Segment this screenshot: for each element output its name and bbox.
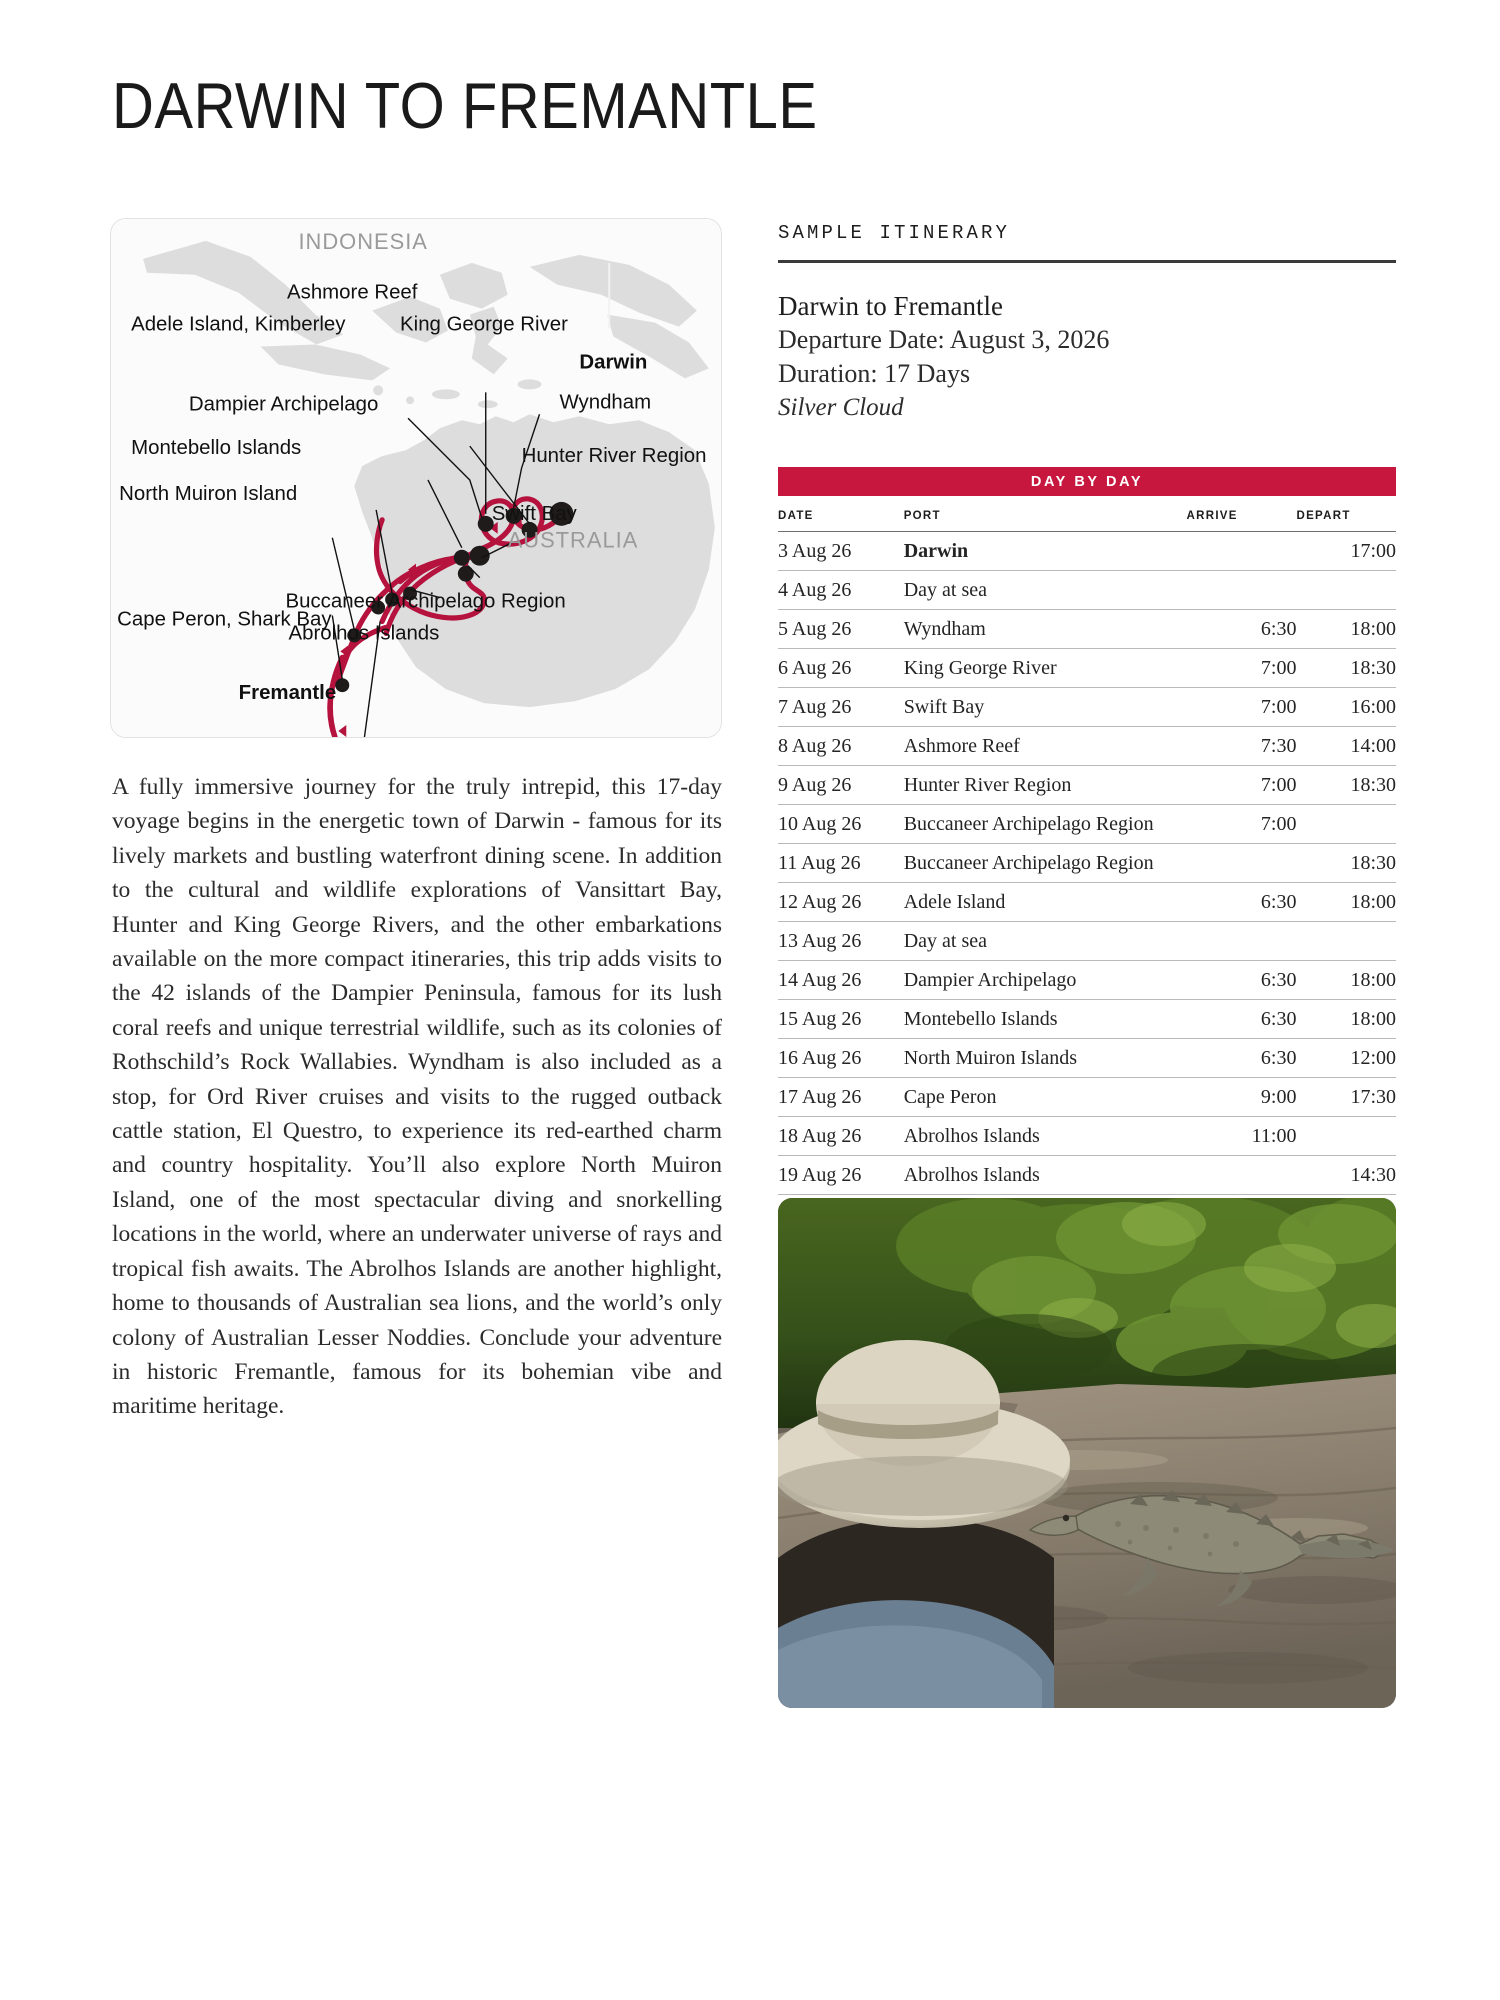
cell-depart bbox=[1296, 1116, 1396, 1155]
table-row bbox=[778, 921, 1396, 960]
cell-port: Buccaneer Archipelago Region bbox=[904, 804, 1187, 843]
cell-arrive: 6:30 bbox=[1187, 609, 1297, 648]
cell-depart: 18:00 bbox=[1296, 882, 1396, 921]
map-label-swift-bay: Swift Bay bbox=[491, 502, 577, 525]
map-label-cape-peron-shark-bay: Cape Peron, Shark Bay bbox=[117, 608, 332, 631]
map-label-ashmore-reef: Ashmore Reef bbox=[287, 281, 418, 304]
column-header-depart: DEPART bbox=[1296, 496, 1396, 532]
cell-date: 15 Aug 26 bbox=[778, 999, 904, 1038]
cell-port: Hunter River Region bbox=[904, 765, 1187, 804]
cell-depart: 18:30 bbox=[1296, 648, 1396, 687]
table-row bbox=[778, 843, 1396, 882]
map-label-abrolhos-islands: Abrolhos Islands bbox=[288, 622, 440, 645]
cell-date: 11 Aug 26 bbox=[778, 843, 904, 882]
map-label-wyndham: Wyndham bbox=[559, 391, 652, 414]
cell-date: 6 Aug 26 bbox=[778, 648, 904, 687]
table-row bbox=[778, 687, 1396, 726]
cell-arrive bbox=[1187, 570, 1297, 609]
cell-arrive: 7:30 bbox=[1187, 726, 1297, 765]
map-label-adele-island-kimberley: Adele Island, Kimberley bbox=[131, 313, 346, 336]
table-row bbox=[778, 1116, 1396, 1155]
cell-port: Adele Island bbox=[904, 882, 1187, 921]
itinerary-panel bbox=[778, 222, 1396, 1234]
map-label-king-george-river: King George River bbox=[400, 313, 568, 336]
cell-port: Swift Bay bbox=[904, 687, 1187, 726]
map-label-hunter-river-region: Hunter River Region bbox=[521, 445, 707, 468]
cell-port: Dampier Archipelago bbox=[904, 960, 1187, 999]
cell-date: 13 Aug 26 bbox=[778, 921, 904, 960]
cell-depart: 18:00 bbox=[1296, 999, 1396, 1038]
table-row bbox=[778, 804, 1396, 843]
cell-depart: 18:00 bbox=[1296, 609, 1396, 648]
cell-date: 10 Aug 26 bbox=[778, 804, 904, 843]
voyage-map bbox=[111, 219, 721, 737]
cell-arrive: 6:30 bbox=[1187, 1038, 1297, 1077]
page-title: DARWIN TO FREMANTLE bbox=[112, 69, 818, 143]
departure-date: Departure Date: August 3, 2026 bbox=[778, 324, 1110, 354]
cell-date: 19 Aug 26 bbox=[778, 1155, 904, 1194]
cell-port: Buccaneer Archipelago Region bbox=[904, 843, 1187, 882]
cell-date: 9 Aug 26 bbox=[778, 765, 904, 804]
day-by-day-table bbox=[778, 496, 1396, 1234]
cell-arrive: 7:00 bbox=[1187, 804, 1297, 843]
table-header-row bbox=[778, 496, 1396, 532]
map-label-fremantle: Fremantle bbox=[238, 682, 337, 705]
table-row bbox=[778, 609, 1396, 648]
table-row bbox=[778, 726, 1396, 765]
cell-date: 14 Aug 26 bbox=[778, 960, 904, 999]
voyage-description: A fully immersive journey for the truly intrepid, this 17-day voyage begins in the energetic town of Darwin - famous for its lively markets and bustling waterfront dining scene. In addition to the cultural and wildlife explorations of Vansittart Bay, Hunter and King George Rivers, and the other embarkations available on the more compact itineraries, this trip adds visits to the 42 islands of the Dampier Peninsula, famous for its lush coral reefs and unique terrestrial wildlife, such as its colonies of Rothschild’s Rock Wallabies. Wyndham is also included as a stop, for Ord River cruises and visits to the rugged outback cattle station, El Questro, to experience its red-earthed charm and country hospitality. You’ll also explore North Muiron Island, one of the most spectacular diving and snorkelling locations in the world, where an underwater universe of rays and tropical fish awaits. The Abrolhos Islands are another highlight, home to thousands of Australian sea lions, and the world’s only colony of Australian Lesser Noddies. Conclude your adventure in historic Fremantle, famous for its bohemian vibe and maritime heritage. bbox=[112, 774, 722, 1420]
cell-port: Montebello Islands bbox=[904, 999, 1187, 1038]
table-row bbox=[778, 765, 1396, 804]
table-row bbox=[778, 531, 1396, 570]
cell-port: Darwin bbox=[904, 531, 1187, 570]
table-row bbox=[778, 999, 1396, 1038]
cell-arrive: 7:00 bbox=[1187, 648, 1297, 687]
cell-depart bbox=[1296, 804, 1396, 843]
cell-depart: 17:30 bbox=[1296, 1077, 1396, 1116]
cell-depart bbox=[1296, 570, 1396, 609]
cell-port: Day at sea bbox=[904, 921, 1187, 960]
table-row bbox=[778, 570, 1396, 609]
cell-arrive bbox=[1187, 531, 1297, 570]
cell-depart: 18:30 bbox=[1296, 843, 1396, 882]
map-country-indonesia: INDONESIA bbox=[298, 228, 428, 254]
map-label-buccaneer-archipelago-region: Buccaneer Archipelago Region bbox=[285, 590, 566, 613]
table-row bbox=[778, 1077, 1396, 1116]
cell-depart: 17:00 bbox=[1296, 531, 1396, 570]
column-header-port: PORT bbox=[904, 496, 1187, 532]
cell-arrive: 7:00 bbox=[1187, 765, 1297, 804]
kicker-divider bbox=[778, 260, 1396, 263]
cell-port: Wyndham bbox=[904, 609, 1187, 648]
table-row bbox=[778, 882, 1396, 921]
column-header-arrive: ARRIVE bbox=[1187, 496, 1297, 532]
cell-arrive bbox=[1187, 1155, 1297, 1194]
map-country-australia: AUSTRALIA bbox=[507, 527, 639, 553]
cell-port: Abrolhos Islands bbox=[904, 1116, 1187, 1155]
cell-port: Abrolhos Islands bbox=[904, 1155, 1187, 1194]
map-label-north-muiron-island: North Muiron Island bbox=[119, 482, 298, 505]
cell-arrive: 9:00 bbox=[1187, 1077, 1297, 1116]
map-label-montebello-islands: Montebello Islands bbox=[131, 437, 302, 460]
cell-date: 17 Aug 26 bbox=[778, 1077, 904, 1116]
cell-arrive: 6:30 bbox=[1187, 960, 1297, 999]
map-label-dampier-archipelago: Dampier Archipelago bbox=[188, 393, 379, 416]
voyage-duration: Duration: 17 Days bbox=[778, 358, 971, 388]
day-by-day-banner: DAY BY DAY bbox=[778, 467, 1396, 496]
cell-port: King George River bbox=[904, 648, 1187, 687]
map-label-darwin: Darwin bbox=[579, 351, 648, 374]
cell-date: 18 Aug 26 bbox=[778, 1116, 904, 1155]
cell-port: Ashmore Reef bbox=[904, 726, 1187, 765]
ship-name: Silver Cloud bbox=[778, 393, 904, 421]
cell-depart: 14:30 bbox=[1296, 1155, 1396, 1194]
voyage-map-card bbox=[110, 218, 722, 738]
cell-arrive: 7:00 bbox=[1187, 687, 1297, 726]
sample-itinerary-kicker: SAMPLE ITINERARY bbox=[778, 222, 1011, 244]
table-row bbox=[778, 648, 1396, 687]
cell-date: 3 Aug 26 bbox=[778, 531, 904, 570]
voyage-name: Darwin to Fremantle bbox=[778, 290, 1003, 321]
voyage-photo bbox=[778, 1198, 1396, 1708]
table-row bbox=[778, 1038, 1396, 1077]
table-body bbox=[778, 531, 1396, 1233]
cell-depart bbox=[1296, 921, 1396, 960]
cell-depart: 18:30 bbox=[1296, 765, 1396, 804]
cell-arrive bbox=[1187, 921, 1297, 960]
cell-port: Cape Peron bbox=[904, 1077, 1187, 1116]
cell-depart: 18:00 bbox=[1296, 960, 1396, 999]
column-header-date: DATE bbox=[778, 496, 904, 532]
cell-arrive: 6:30 bbox=[1187, 882, 1297, 921]
day-by-day-table-wrap bbox=[778, 467, 1396, 1234]
cell-arrive bbox=[1187, 843, 1297, 882]
cell-depart: 16:00 bbox=[1296, 687, 1396, 726]
crocodile-on-rock-photo bbox=[778, 1198, 1396, 1708]
cell-depart: 14:00 bbox=[1296, 726, 1396, 765]
cell-date: 5 Aug 26 bbox=[778, 609, 904, 648]
table-row bbox=[778, 1155, 1396, 1194]
cell-date: 8 Aug 26 bbox=[778, 726, 904, 765]
cell-port: Day at sea bbox=[904, 570, 1187, 609]
cell-date: 4 Aug 26 bbox=[778, 570, 904, 609]
cell-depart: 12:00 bbox=[1296, 1038, 1396, 1077]
cell-port: North Muiron Islands bbox=[904, 1038, 1187, 1077]
table-row bbox=[778, 960, 1396, 999]
cell-arrive: 11:00 bbox=[1187, 1116, 1297, 1155]
cell-date: 12 Aug 26 bbox=[778, 882, 904, 921]
cell-date: 7 Aug 26 bbox=[778, 687, 904, 726]
cell-date: 16 Aug 26 bbox=[778, 1038, 904, 1077]
cell-arrive: 6:30 bbox=[1187, 999, 1297, 1038]
